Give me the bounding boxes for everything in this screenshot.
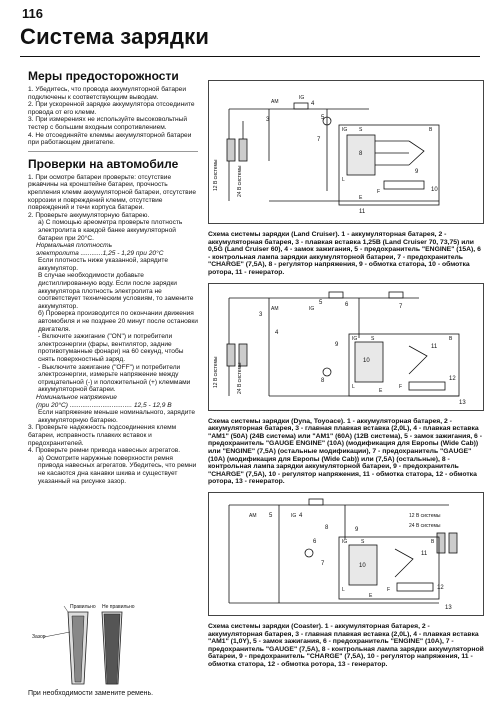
terminal-ig: IG	[299, 95, 305, 101]
check-item: Если плотность ниже указанной, зарядите аккумулятор.	[38, 257, 169, 272]
callout-9: 9	[335, 341, 339, 348]
callout-13: 13	[459, 399, 466, 406]
callout-5: 5	[321, 115, 325, 121]
callout-6: 6	[345, 301, 349, 308]
callout-4: 4	[275, 329, 279, 336]
terminal-s: S	[361, 538, 365, 545]
right-column	[208, 80, 484, 674]
terminal-ig: IG	[291, 512, 297, 519]
terminal-l: L	[342, 586, 345, 593]
terminal-am: AM	[249, 512, 257, 519]
check-item: 2. Проверьте аккумуляторную батарею.	[28, 211, 150, 219]
label-gap: Зазор	[32, 634, 46, 640]
precautions-heading: Меры предосторожности	[28, 69, 179, 83]
label-correct: Правильно	[70, 604, 96, 610]
callout-11: 11	[359, 209, 366, 215]
left-column	[28, 70, 200, 485]
wiring-diagram-land-cruiser	[208, 80, 484, 224]
callout-12: 12	[449, 375, 456, 382]
precaution-item: 1. Убедитесь, что провода аккумуляторной батареи подключены к соответствующим выводам.	[28, 86, 187, 101]
terminal-b: B	[449, 335, 453, 342]
label-12v: 12 В системы	[213, 356, 219, 388]
terminal-l: L	[342, 177, 345, 183]
precaution-item: 3. При измерениях не используйте высоковольтный тестер с большим входным сопротивлением.	[28, 116, 188, 131]
callout-8: 8	[321, 377, 325, 384]
belt-note: При необходимости замените ремень.	[28, 690, 154, 697]
spec-label: Нормальная плотность	[36, 242, 113, 250]
page-title: Система зарядки	[20, 24, 210, 49]
terminal-f: F	[387, 586, 391, 593]
terminal-e: E	[359, 195, 363, 201]
callout-3: 3	[259, 311, 263, 318]
callout-8: 8	[325, 524, 329, 531]
wiring-diagram-dyna	[208, 283, 484, 411]
terminal-e: E	[379, 387, 383, 394]
check-item: 1. При осмотре батареи проверьте: отсутствие ржавчины на кронштейне батареи, прочность крепления клемм аккумуляторной батареи, отсутствие коррозии и повреждений клемм, отсутствие повреждений и течи корпуса батареи.	[28, 173, 197, 212]
label-wrong: Не правильно	[102, 604, 135, 610]
terminal-l: L	[352, 383, 355, 390]
check-item: В случае необходимости добавьте дистиллированную воду. Если после зарядки аккумулятора плотность электролита не соответствует техническим условиям, то замените аккумулятор.	[38, 272, 194, 310]
precaution-item: 4. Не отсоединяйте клеммы аккумуляторной батареи при работающем двигателе.	[28, 131, 192, 147]
belt-wrong-illustration	[102, 612, 122, 684]
belt-gap-figure	[30, 602, 150, 686]
spec-value: (при 20°С) .................................. 12,5 - 12,9 В	[36, 401, 172, 409]
diagram-caption: Схема системы зарядки (Land Cruiser). 1 - аккумуляторная батарея, 2 - аккумуляторная батарея, 3 - плавкая вставка 1,25В (Land Cruiser 70, 73,75) или 0,5G (Land Cruiser 60), 4 - замок зажигания, 5 - предохранитель "ENGINE" (15А), 6 - контрольная лампа зарядки аккумуляторной батареи, 7 - предохранитель "CHARGE" (7,5А), 8 - регулятор напряжения, 9 - обмотка статора, 10 - обмотка ротора, 11 - генератор.	[208, 231, 481, 276]
belt-correct-illustration	[64, 606, 88, 684]
page-number: 116	[22, 6, 43, 21]
check-item: б) Проверка производится по окончании движения автомобиля и не позднее 20 минут после остановки двигателя.	[38, 310, 198, 333]
callout-5: 5	[269, 512, 273, 519]
check-item: 3. Проверьте надежность подсоединения клемм батареи, исправность плавких вставок и предохранителей.	[28, 424, 177, 447]
wiring-diagram-coaster	[208, 492, 484, 616]
callout-10: 10	[359, 562, 366, 569]
check-item: а) Осмотрите наружные поверхности ремня привода навесных агрегатов. Убедитесь, что ремни не касаются дна канавки шкива и существует указанный на рисунке зазор.	[38, 454, 197, 485]
spec-label: Номинальное напряжение	[36, 393, 117, 401]
terminal-ig: IG	[309, 305, 315, 312]
terminal-f: F	[377, 189, 381, 195]
callout-7: 7	[321, 560, 325, 567]
callout-8: 8	[359, 151, 363, 157]
terminal-f: F	[399, 383, 403, 390]
check-item: а) С помощью ареометра проверьте плотность электролита в каждой банке аккумуляторной батареи при 20°С.	[38, 219, 183, 242]
title-rule	[20, 56, 480, 57]
callout-11: 11	[421, 550, 428, 557]
terminal-s: S	[371, 335, 375, 342]
callout-4: 4	[311, 101, 315, 107]
callout-4: 4	[299, 512, 303, 519]
label-12v: 12 В системы	[213, 159, 219, 191]
check-item: - Включите зажигание ("ON") и потребители электроэнергии (фары, вентилятор, задние противотуманные фонари) на 60 секунд, чтобы снять поверхностный заряд.	[38, 333, 184, 363]
callout-10: 10	[431, 187, 438, 193]
callout-9: 9	[355, 526, 359, 533]
section-divider	[28, 151, 198, 152]
terminal-b: B	[429, 127, 433, 133]
terminal-ig2: IG	[342, 127, 348, 133]
terminal-ig2: IG	[352, 335, 358, 342]
check-item: - Выключите зажигание ("OFF") и потребители электроэнергии, измерьте напряжение между отрицательной (-) и положительной (+) клеммами аккумуляторной батареи.	[38, 363, 191, 394]
label-24v: 24 В системы	[237, 362, 243, 394]
terminal-b: B	[431, 538, 435, 545]
callout-3: 3	[266, 117, 270, 123]
callout-12: 12	[437, 584, 444, 591]
callout-7: 7	[399, 303, 403, 310]
label-12v: 12 В системы	[409, 512, 441, 519]
terminal-am: AM	[271, 305, 279, 312]
diagram-caption: Схема системы зарядки (Dyna, Toyoace). 1 - аккумуляторная батарея, 2 - аккумуляторная батарея, 3 - главная плавкая вставка (2,0L), 4 - плавкая вставка "AM1" (50А) (24В система) или "AM1" (60А) (12В система), 5 - замок зажигания, 6 - предохранитель "GAUGE ENGINE" (10А) (модификация для Европы (Wide Cab)) или "ENGINE" (7,5А) (остальные модификации), 7 - предохранитель "GAUGE" (10А) (модификация для Европы (Wide Cab)) или (7,5А) (остальные), 8 - контрольная лампа зарядки аккумуляторной батареи, 9 - предохранитель "CHARGE" (7,5А), 10 - регулятор напряжения, 11 - обмотка статора, 12 - обмотка ротора, 13 - генератор.	[208, 417, 482, 486]
terminal-s: S	[359, 127, 363, 133]
terminal-ig2: IG	[342, 538, 348, 545]
callout-9: 9	[415, 169, 419, 175]
terminal-am: AM	[271, 99, 279, 105]
checks-heading: Проверки на автомобиле	[28, 156, 179, 171]
spec-value: электролита ............1,25 - 1,29 при 20°С	[36, 249, 164, 257]
label-24v: 24 В системы	[237, 165, 243, 197]
check-item: Если напряжение меньше номинального, зарядите аккумуляторную батарею.	[38, 409, 196, 424]
terminal-e: E	[369, 592, 373, 599]
callout-5: 5	[319, 299, 323, 306]
precaution-item: 2. При ускоренной зарядке аккумулятора отсоедините провода от его клемм.	[28, 101, 195, 116]
callout-6: 6	[313, 538, 317, 545]
callout-10: 10	[363, 357, 370, 364]
label-24v: 24 В системы	[409, 522, 441, 529]
diagram-caption: Схема системы зарядки (Coaster). 1 - аккумуляторная батарея, 2 - аккумуляторная батарея, 3 - главная плавкая вставка (2,0L), 4 - плавкая вставка "AM1" (1,0Y), 5 - замок зажигания, 6 - предохранитель "ENGINE" (10А), 7 - предохранитель "GAUGE" (7,5А), 8 - контрольная лампа зарядки аккумуляторной батареи, 9 - предохранитель "CHARGE" (7,5А), 10 - регулятор напряжения, 11 - обмотка статора, 12 - обмотка ротора, 13 - генератор.	[208, 622, 484, 668]
callout-11: 11	[431, 343, 438, 350]
callout-7: 7	[317, 137, 321, 143]
check-item: 4. Проверьте ремни привода навесных агрегатов.	[28, 447, 181, 455]
callout-13: 13	[445, 604, 452, 611]
